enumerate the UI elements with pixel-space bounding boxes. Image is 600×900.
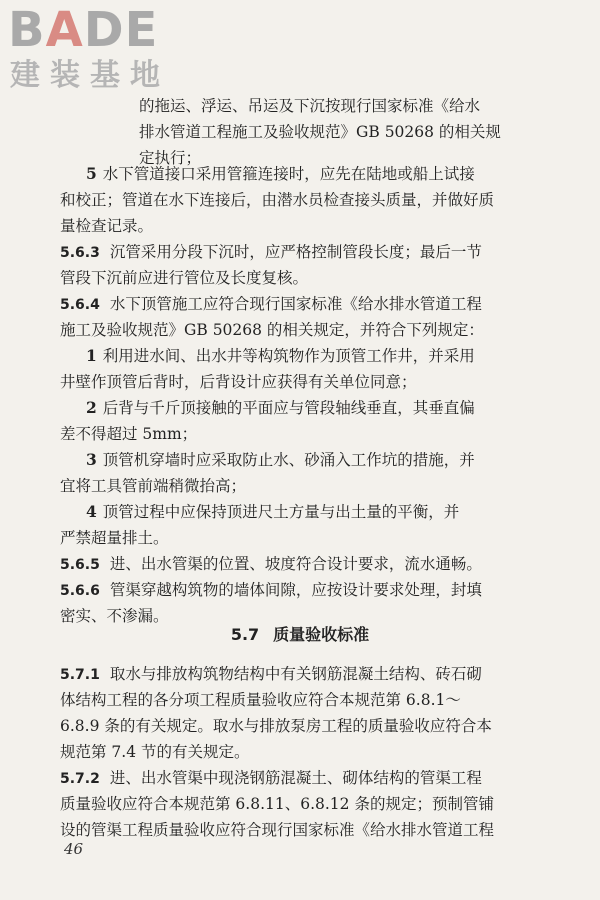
text-line: 井壁作顶管后背时，后背设计应获得有关单位同意； <box>60 373 417 391</box>
item-number: 1 <box>86 346 97 365</box>
text-line: 规范第 7.4 节的有关规定。 <box>60 743 250 761</box>
list-item-3: 3 顶管机穿墙时应采取防止水、砂涌入工作坑的措施，并 <box>86 450 475 469</box>
item-number: 4 <box>86 502 97 521</box>
list-item-1: 1 利用进水间、出水井等构筑物作为顶管工作井，并采用 <box>86 346 475 365</box>
clause-5-6-3: 5.6.3 沉管采用分段下沉时，应严格控制管段长度；最后一节 <box>60 243 482 261</box>
text-line: 6.8.9 条的有关规定。取水与排放泵房工程的质量验收应符合本 <box>60 717 492 735</box>
list-item-4: 4 顶管过程中应保持顶进尺土方量与出土量的平衡，并 <box>86 502 460 521</box>
text-line: 密实、不渗漏。 <box>60 607 169 625</box>
clause-number: 5.6.5 <box>60 557 100 573</box>
list-item-5: 5 水下管道接口采用管箍连接时，应先在陆地或船上试接 <box>86 164 475 183</box>
text-line: 宜将工具管前端稍微抬高； <box>60 477 247 495</box>
text-line: 和校正；管道在水下连接后，由潜水员检查接头质量，并做好质 <box>60 191 495 209</box>
text-line: 排水管道工程施工及验收规范》GB 50268 的相关规 <box>139 123 501 141</box>
text-line: 体结构工程的各分项工程质量验收应符合本规范第 6.8.1～ <box>60 691 461 709</box>
clause-number: 5.6.3 <box>60 245 100 261</box>
clause-number: 5.7.2 <box>60 771 100 787</box>
text-line: 定执行； <box>139 149 202 167</box>
clause-number: 5.6.6 <box>60 583 100 599</box>
item-number: 3 <box>86 450 97 469</box>
text-line: 的拖运、浮运、吊运及下沉按现行国家标准《给水 <box>139 97 481 115</box>
text-line: 设的管渠工程质量验收应符合现行国家标准《给水排水管道工程 <box>60 821 495 839</box>
logo-wordmark: BADE <box>8 2 159 58</box>
text-line: 差不得超过 5mm； <box>60 425 198 443</box>
text-line: 严禁超量排土。 <box>60 529 169 547</box>
section-number: 5.7 <box>230 625 260 644</box>
clause-5-7-2: 5.7.2 进、出水管渠中现浇钢筋混凝土、砌体结构的管渠工程 <box>60 769 482 787</box>
clause-5-6-4: 5.6.4 水下顶管施工应符合现行国家标准《给水排水管道工程 <box>60 295 482 313</box>
bade-logo <box>8 4 178 96</box>
section-title: 质量验收标准 <box>273 625 370 644</box>
text-line: 施工及验收规范》GB 50268 的相关规定，并符合下列规定： <box>60 321 484 339</box>
clause-5-6-6: 5.6.6 管渠穿越构筑物的墙体间隙，应按设计要求处理，封填 <box>60 581 482 599</box>
page-number: 46 <box>64 840 84 858</box>
clause-5-7-1: 5.7.1 取水与排放构筑物结构中有关钢筋混凝土结构、砖石砌 <box>60 665 482 683</box>
text-line: 管段下沉前应进行管位及长度复核。 <box>60 269 309 287</box>
clause-5-6-5: 5.6.5 进、出水管渠的位置、坡度符合设计要求，流水通畅。 <box>60 555 482 573</box>
item-number: 2 <box>86 398 97 417</box>
section-heading <box>0 622 600 645</box>
logo-subtitle: 建装基地 <box>10 58 170 93</box>
text-line: 质量验收应符合本规范第 6.8.11、6.8.12 条的规定；预制管铺 <box>60 795 494 813</box>
list-item-2: 2 后背与千斤顶接触的平面应与管段轴线垂直，其垂直偏 <box>86 398 475 417</box>
text-line: 量检查记录。 <box>60 217 154 235</box>
clause-number: 5.6.4 <box>60 297 100 313</box>
clause-number: 5.7.1 <box>60 667 100 683</box>
item-number: 5 <box>86 164 97 183</box>
